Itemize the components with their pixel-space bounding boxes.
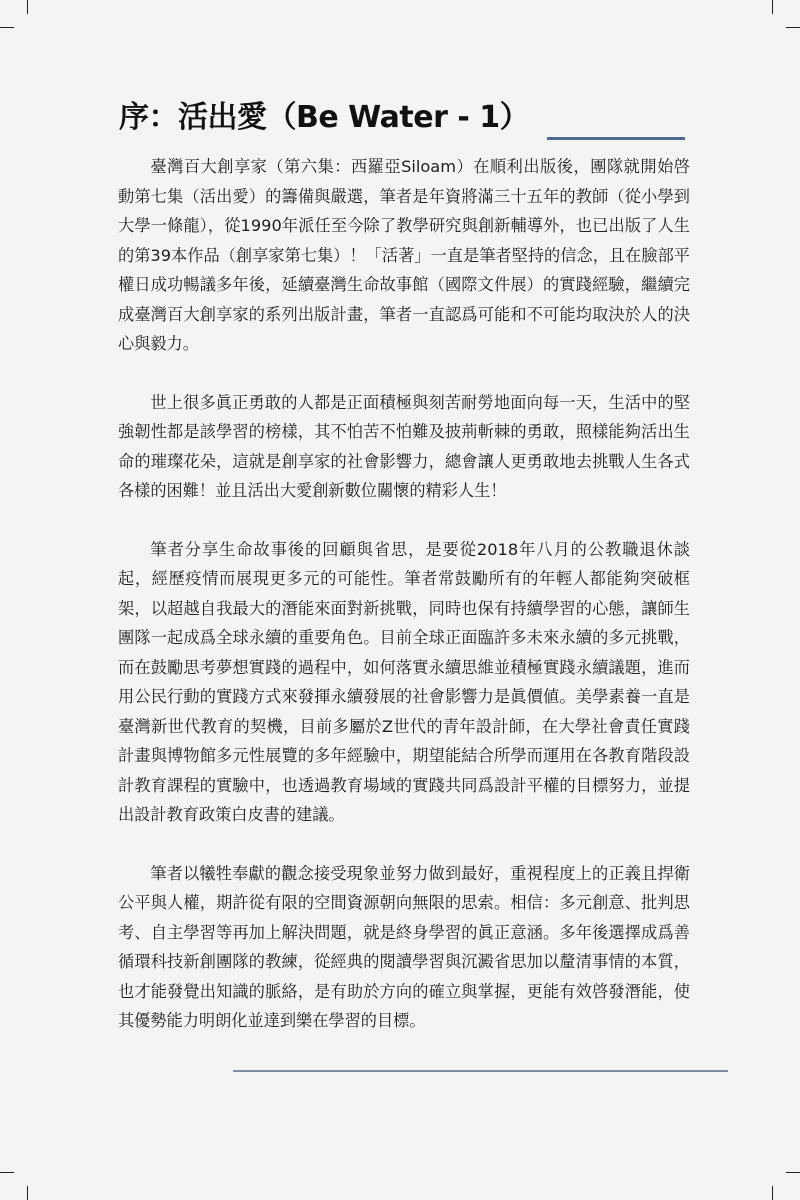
crop-mark-top-right bbox=[772, 0, 773, 14]
title-underline bbox=[547, 137, 685, 140]
footer-rule bbox=[233, 1070, 728, 1072]
crop-mark-left-top bbox=[0, 27, 14, 28]
crop-mark-bottom-left bbox=[27, 1186, 28, 1200]
crop-mark-top-left bbox=[27, 0, 28, 14]
crop-mark-right-bottom bbox=[786, 1172, 800, 1173]
crop-mark-right-top bbox=[786, 27, 800, 28]
crop-mark-left-bottom bbox=[0, 1172, 14, 1173]
paragraph-1: 臺灣百大創享家（第六集：西羅亞Siloam）在順利出版後，團隊就開始啓動第七集（活出愛）的籌備與嚴選，筆者是年資將滿三十五年的教師（從小學到大學一條龍），從1990年派任至今除了教學研究與創新輔導外，也已出版了人生的第39本作品（創享家第七集）！「活著」一直是筆者堅持的信念，且在臉部平權日成功暢議多年後，延續臺灣生命故事館（國際文件展）的實踐經驗，繼續完成臺灣百大創享家的系列出版計畫，筆者一直認爲可能和不可能均取決於人的決心與毅力。 bbox=[118, 157, 690, 353]
page-title: 序：活出愛（Be Water - 1） bbox=[119, 100, 530, 135]
body-text bbox=[118, 152, 690, 1065]
paragraph-2: 世上很多眞正勇敢的人都是正面積極與刻苦耐勞地面向每一天，生活中的堅強韌性都是該學習的榜樣，其不怕苦不怕難及披荊斬棘的勇敢，照樣能夠活出生命的璀璨花朵，這就是創享家的社會影響力，總會讓人更勇敢地去挑戰人生各式各樣的困難！並且活出大愛創新數位關懷的精彩人生！ bbox=[118, 392, 690, 500]
crop-mark-bottom-right bbox=[772, 1186, 773, 1200]
paragraph-4: 筆者以犧牲奉獻的觀念接受現象並努力做到最好，重視程度上的正義且捍衛公平與人權，期許從有限的空間資源朝向無限的思索。相信：多元創意、批判思考、自主學習等再加上解決問題，就是終身學習的眞正意涵。多年後選擇成爲善循環科技新創團隊的教練，從經典的閱讀學習與沉澱省思加以釐清事情的本質，也才能發覺出知識的脈絡，是有助於方向的確立與掌握，更能有效啓發潛能，使其優勢能力明朗化並達到樂在學習的目標。 bbox=[118, 863, 690, 1030]
paragraph-3: 筆者分享生命故事後的回顧與省思，是要從2018年八月的公教職退休談起，經歷疫情而展現更多元的可能性。筆者常鼓勵所有的年輕人都能夠突破框架，以超越自我最大的潛能來面對新挑戰，同時也保有持續學習的心態，讓師生團隊一起成爲全球永續的重要角色。目前全球正面臨許多未來永續的多元挑戰，而在鼓勵思考夢想實踐的過程中，如何落實永續思維並積極實踐永續議題，進而用公民行動的實踐方式來發揮永續發展的社會影響力是眞價値。美學素養一直是臺灣新世代教育的契機，目前多屬於Z世代的青年設計師，在大學社會責任實踐計畫與博物館多元性展覽的多年經驗中，期望能結合所學而運用在各教育階段設計教育課程的實驗中，也透過教育場域的實踐共同爲設計平權的目標努力，並提出設計教育政策白皮書的建議。 bbox=[118, 539, 690, 824]
